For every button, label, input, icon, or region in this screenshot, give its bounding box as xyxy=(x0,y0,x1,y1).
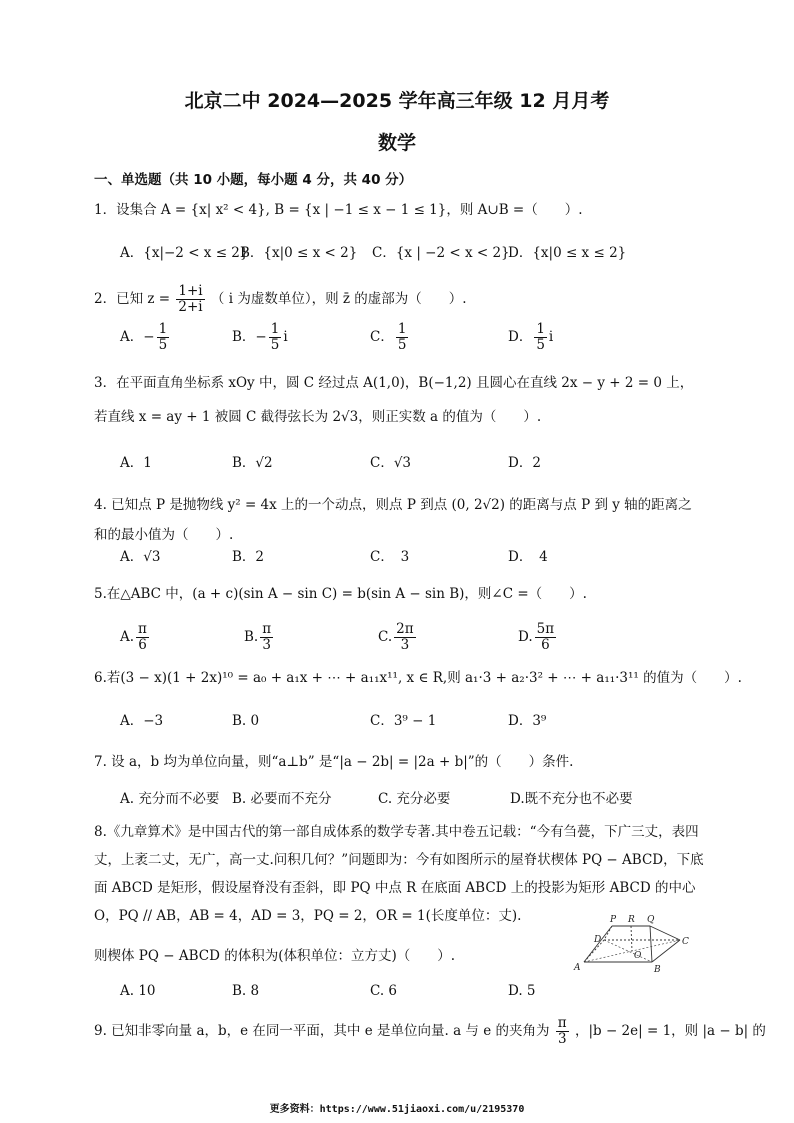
fraction-den: 3 xyxy=(262,637,271,653)
question-6-option-b: B. 0 xyxy=(232,713,260,729)
question-8-stem: 8.《九章算术》是中国古代的第一部自成体系的数学专著.其中卷五记载：“今有刍甍，下广三丈，表四丈，上袤二丈，无广，高一丈.问积几何？”问题即为：今有如图所示的屋脊状楔体 PQ − ABCD，下底面 ABCD 是矩形，假设屋脊没有歪斜，即 PQ 中点 R 在底面 ABCD 上的投影为矩形 ABCD 的中心 O，PQ // AB，AB = 4，AD = 3，PQ = 2，OR = 1(长度单位：丈). xyxy=(94,824,704,924)
option-suffix: i xyxy=(548,329,554,345)
option-label: B. xyxy=(244,629,259,645)
question-9-fraction xyxy=(556,1016,569,1047)
label-d: D xyxy=(594,935,602,945)
label-c: C xyxy=(682,937,689,947)
label-p: P xyxy=(610,915,617,925)
label-o: O xyxy=(634,951,642,961)
question-3-stem: 3．在平面直角坐标系 xOy 中，圆 C 经过点 A(1,0)，B(−1,2) 且圆心在直线 2x − y + 2 = 0 上，若直线 x = ay + 1 被圆 C 截得弦长为 2√3，则正实数 a 的值为（ ）. xyxy=(94,375,694,425)
diagonal-bd xyxy=(604,940,652,962)
question-5-stem: 5.在△ABC 中，(a + c)(sin A − sin C) = b(sin A − sin B)，则∠C =（ ）. xyxy=(94,586,587,602)
question-1-option-d: D．{x|0 ≤ x ≤ 2} xyxy=(508,245,627,261)
question-2-fraction xyxy=(176,284,204,315)
question-9-fraction-num: π xyxy=(557,1015,567,1031)
question-8-option-a: A. 10 xyxy=(120,983,156,999)
question-4-option-d: D． 4 xyxy=(508,549,548,565)
question-1-option-c: C．{x | −2 < x < 2} xyxy=(372,245,510,261)
fraction-den: 6 xyxy=(541,637,550,653)
footer-link-text: 更多资料：https://www.51jiaoxi.com/u/2195370 xyxy=(269,1104,525,1115)
option-label: A．− xyxy=(120,329,155,345)
question-1-option-b: B．{x|0 ≤ x < 2} xyxy=(240,245,358,261)
option-fraction xyxy=(269,322,282,353)
fraction-den: 5 xyxy=(536,337,545,353)
option-label: C. xyxy=(378,629,393,645)
question-2-fraction-num: 1+i xyxy=(178,283,203,299)
subject-title: 数学 xyxy=(377,132,416,154)
fraction-num: π xyxy=(262,621,272,637)
question-1-stem: 1．设集合 A = {x| x² < 4}, B = {x | −1 ≤ x − 1 ≤ 1}，则 A∪B =（ ）. xyxy=(94,202,583,218)
question-1-option-a: A．{x|−2 < x ≤ 2} xyxy=(120,245,249,261)
question-5-option-a xyxy=(120,622,151,653)
question-3-option-c: C．√3 xyxy=(370,455,412,471)
fraction-den: 5 xyxy=(397,337,407,353)
option-label: C． xyxy=(370,329,394,345)
fraction-den: 5 xyxy=(158,337,168,353)
question-2-fraction-den: 2+i xyxy=(178,299,203,315)
option-fraction xyxy=(535,622,556,653)
question-5-option-c xyxy=(378,622,418,653)
fraction-num: π xyxy=(138,621,147,637)
option-fraction xyxy=(394,622,415,653)
option-fraction xyxy=(396,322,409,353)
question-5-option-b xyxy=(244,622,275,653)
question-2-option-a xyxy=(120,322,171,353)
question-8-stem-last: 则楔体 PQ − ABCD 的体积为(体积单位：立方丈)（ ）. xyxy=(94,948,456,964)
question-3-option-b: B．√2 xyxy=(232,455,273,471)
label-q: Q xyxy=(647,915,655,925)
question-3-option-d: D．2 xyxy=(508,455,541,471)
fraction-den: 5 xyxy=(270,337,280,353)
option-fraction xyxy=(260,622,273,653)
fraction-num: 2π xyxy=(396,621,414,637)
question-4-option-c: C． 3 xyxy=(370,549,410,565)
question-8-option-c: C. 6 xyxy=(370,983,398,999)
label-r: R xyxy=(628,915,635,925)
question-7-option-d: D.既不充分也不必要 xyxy=(510,791,633,807)
question-6-option-c: C．3⁹ − 1 xyxy=(370,713,437,729)
option-suffix: i xyxy=(283,329,288,345)
question-2-stem xyxy=(94,284,467,315)
question-9-stem-a: 9. 已知非零向量 a，b，e 在同一平面，其中 e 是单位向量. a 与 e 的夹角为 xyxy=(94,1023,550,1039)
option-fraction xyxy=(157,322,170,353)
edge-qb xyxy=(650,926,652,962)
question-9-fraction-den: 3 xyxy=(557,1031,567,1047)
exam-title: 北京二中 2024—2025 学年高三年级 12 月月考 xyxy=(184,90,610,112)
question-5-option-d xyxy=(518,622,558,653)
fraction-den: 6 xyxy=(138,637,147,653)
question-2-stem-b: （ i 为虚数单位），则 z̄ 的虚部为（ ）. xyxy=(210,291,467,307)
option-label: D． xyxy=(508,329,533,345)
question-9-stem xyxy=(94,1016,766,1047)
edge-qc xyxy=(650,926,680,940)
option-fraction xyxy=(534,322,547,353)
question-4-option-a: A．√3 xyxy=(120,549,161,565)
question-6-stem: 6.若(3 − x)(1 + 2x)¹⁰ = a₀ + a₁x + ⋯ + a₁₁x¹¹, x ∈ R,则 a₁·3 + a₂·3² + ⋯ + a₁₁·3¹¹ 的值为（ ）. xyxy=(94,670,742,686)
fraction-num: 5π xyxy=(536,621,555,637)
question-2-option-d xyxy=(508,322,553,353)
edge-ro xyxy=(631,926,632,951)
question-4-stem: 4. 已知点 P 是抛物线 y² = 4x 上的一个动点，则点 P 到点 (0, 2√2) 的距离与点 P 到 y 轴的距离之和的最小值为（ ）. xyxy=(94,497,692,543)
question-2-option-b xyxy=(232,322,288,353)
option-label: B．− xyxy=(232,329,267,345)
option-label: D. xyxy=(518,629,533,645)
question-3-option-a: A．1 xyxy=(120,455,152,471)
fraction-num: 1 xyxy=(397,321,407,337)
wedge-figure xyxy=(570,912,690,984)
question-8-option-d: D. 5 xyxy=(508,983,536,999)
question-6-option-a: A．−3 xyxy=(120,713,164,729)
question-2-stem-a: 2．已知 z = xyxy=(94,291,171,307)
question-9-stem-b: ，|b − 2e| = 1，则 |a − b| 的 xyxy=(574,1023,766,1039)
question-4-option-b: B．2 xyxy=(232,549,265,565)
question-7-option-b: B. 必要而不充分 xyxy=(232,791,332,807)
label-a: A xyxy=(574,963,581,973)
fraction-den: 3 xyxy=(400,637,410,653)
section-heading: 一、单选题（共 10 小题，每小题 4 分，共 40 分） xyxy=(94,172,413,188)
question-8-option-b: B. 8 xyxy=(232,983,260,999)
question-6-option-d: D．3⁹ xyxy=(508,713,547,729)
fraction-num: 1 xyxy=(158,321,168,337)
question-7-option-c: C. 充分必要 xyxy=(378,791,451,807)
question-7-option-a: A. 充分而不必要 xyxy=(120,791,220,807)
label-b: B xyxy=(654,965,661,975)
question-7-stem: 7. 设 a，b 均为单位向量，则“a⊥b” 是“|a − 2b| = |2a + b|”的（ ）条件. xyxy=(94,754,574,770)
fraction-num: 1 xyxy=(270,321,280,337)
option-fraction xyxy=(136,622,149,653)
option-label: A. xyxy=(120,629,135,645)
question-2-option-c xyxy=(370,322,410,353)
fraction-num: 1 xyxy=(536,321,545,337)
